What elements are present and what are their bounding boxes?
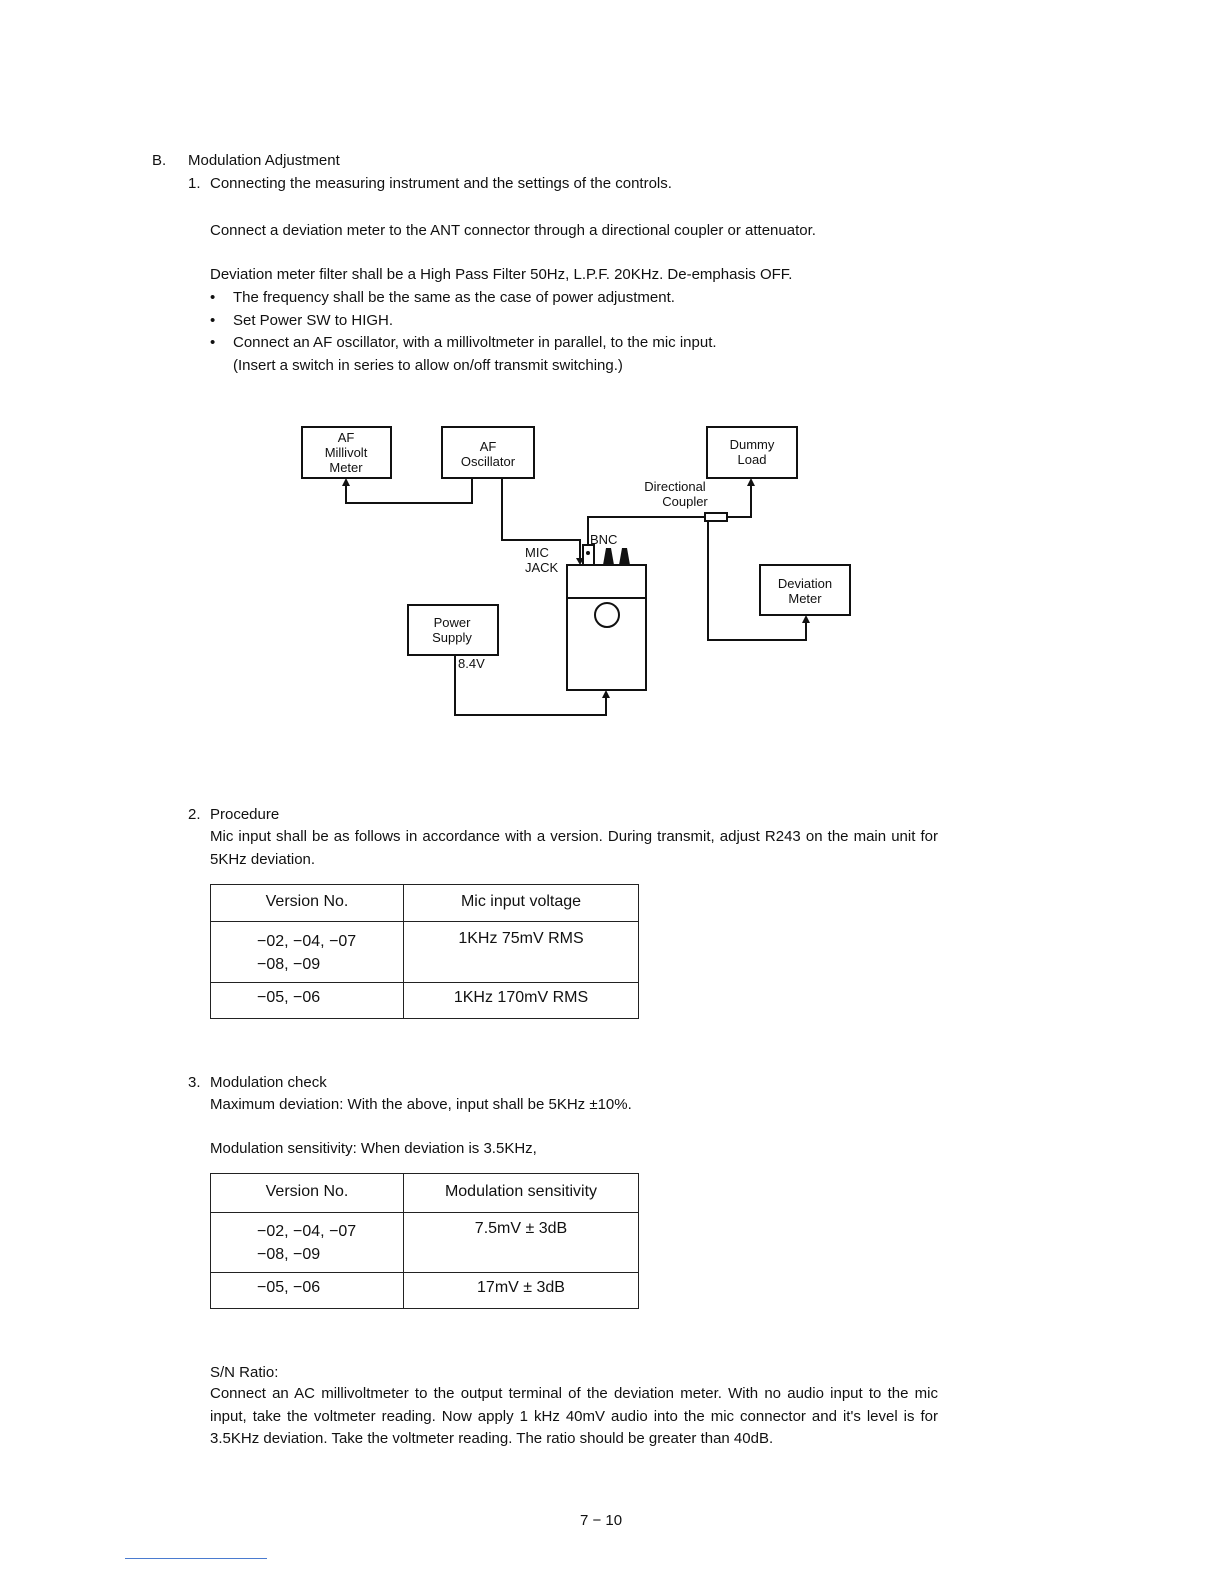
mic-input-table: [210, 884, 639, 1019]
step-number: 1.: [188, 175, 201, 192]
label: Load: [737, 452, 767, 467]
label: JACK: [525, 560, 559, 575]
label: Power: [433, 615, 471, 630]
step-title: Connecting the measuring instrument and the settings of the controls.: [210, 175, 672, 192]
label: Dummy: [729, 437, 775, 452]
connection-diagram: [0, 0, 1224, 760]
step-title: Modulation check: [210, 1074, 327, 1091]
bullet-item: • Set Power SW to HIGH.: [233, 311, 393, 331]
label: AF: [337, 430, 355, 445]
label: AF: [479, 439, 497, 454]
table-row: [211, 983, 639, 1019]
label: MIC: [525, 545, 549, 560]
label: BNC: [590, 532, 618, 547]
table-row: [211, 922, 639, 983]
label: 8.4V: [458, 656, 485, 671]
column-header: Version No.: [211, 1174, 404, 1213]
paragraph: Mic input shall be as follows in accordance with a version. During transmit, adjust R243 on the main unit for 5KHz deviation.: [210, 828, 938, 868]
cell: 7.5mV ± 3dB: [404, 1213, 639, 1273]
column-header: Version No.: [211, 885, 404, 922]
cell: −08, −09: [257, 1246, 321, 1263]
bullet-item: • The frequency shall be the same as the case of power adjustment.: [233, 288, 675, 308]
sensitivity-table: [210, 1173, 639, 1309]
label: Directional: [644, 479, 706, 494]
step-number: 2.: [188, 806, 201, 823]
section-title: Modulation Adjustment: [188, 152, 340, 169]
radio-knob-icon: [595, 603, 619, 627]
label: Deviation: [777, 576, 833, 591]
table-row: [211, 1213, 639, 1273]
cell: −08, −09: [257, 956, 321, 973]
cell: 17mV ± 3dB: [404, 1273, 639, 1309]
label: Coupler: [662, 494, 708, 509]
step-number: 3.: [188, 1074, 201, 1091]
sn-title: S/N Ratio:: [210, 1364, 279, 1381]
page-number: 7 − 10: [580, 1512, 623, 1529]
column-header: Mic input voltage: [404, 885, 639, 922]
note: (Insert a switch in series to allow on/off transmit switching.): [233, 357, 623, 374]
table-row: [211, 1273, 639, 1309]
label: Oscillator: [460, 454, 516, 469]
label: Meter: [329, 460, 363, 475]
cell: −02, −04, −07: [257, 933, 357, 950]
cell: −05, −06: [211, 983, 404, 1019]
paragraph: Modulation sensitivity: When deviation is 3.5KHz,: [210, 1140, 537, 1157]
cell: 1KHz 170mV RMS: [404, 983, 639, 1019]
label: Meter: [788, 591, 822, 606]
label: Supply: [432, 630, 472, 645]
footer-rule: [125, 1558, 267, 1559]
step-title: Procedure: [210, 806, 280, 823]
cell: 1KHz 75mV RMS: [404, 922, 639, 983]
paragraph: Connect an AC millivoltmeter to the output terminal of the deviation meter. With no audio input to the mic input, take the voltmeter reading. Now apply 1 kHz 40mV audio into the mic connector and it's level is for 3.5KHz deviation. Take the voltmeter reading. The ratio should be greater than 40dB.: [210, 1385, 938, 1447]
column-header: Modulation sensitivity: [404, 1174, 639, 1213]
cell: −05, −06: [211, 1273, 404, 1309]
section-letter: B.: [152, 152, 167, 169]
bullet-item: • Connect an AF oscillator, with a millivoltmeter in parallel, to the mic input.: [233, 333, 717, 353]
cell: −02, −04, −07: [257, 1223, 357, 1240]
paragraph: Deviation meter filter shall be a High Pass Filter 50Hz, L.P.F. 20KHz. De-emphasis OFF.: [210, 266, 793, 283]
paragraph: Maximum deviation: With the above, input shall be 5KHz ±10%.: [210, 1096, 632, 1113]
label: Millivolt: [324, 445, 368, 460]
paragraph: Connect a deviation meter to the ANT connector through a directional coupler or attenuator.: [210, 222, 816, 239]
